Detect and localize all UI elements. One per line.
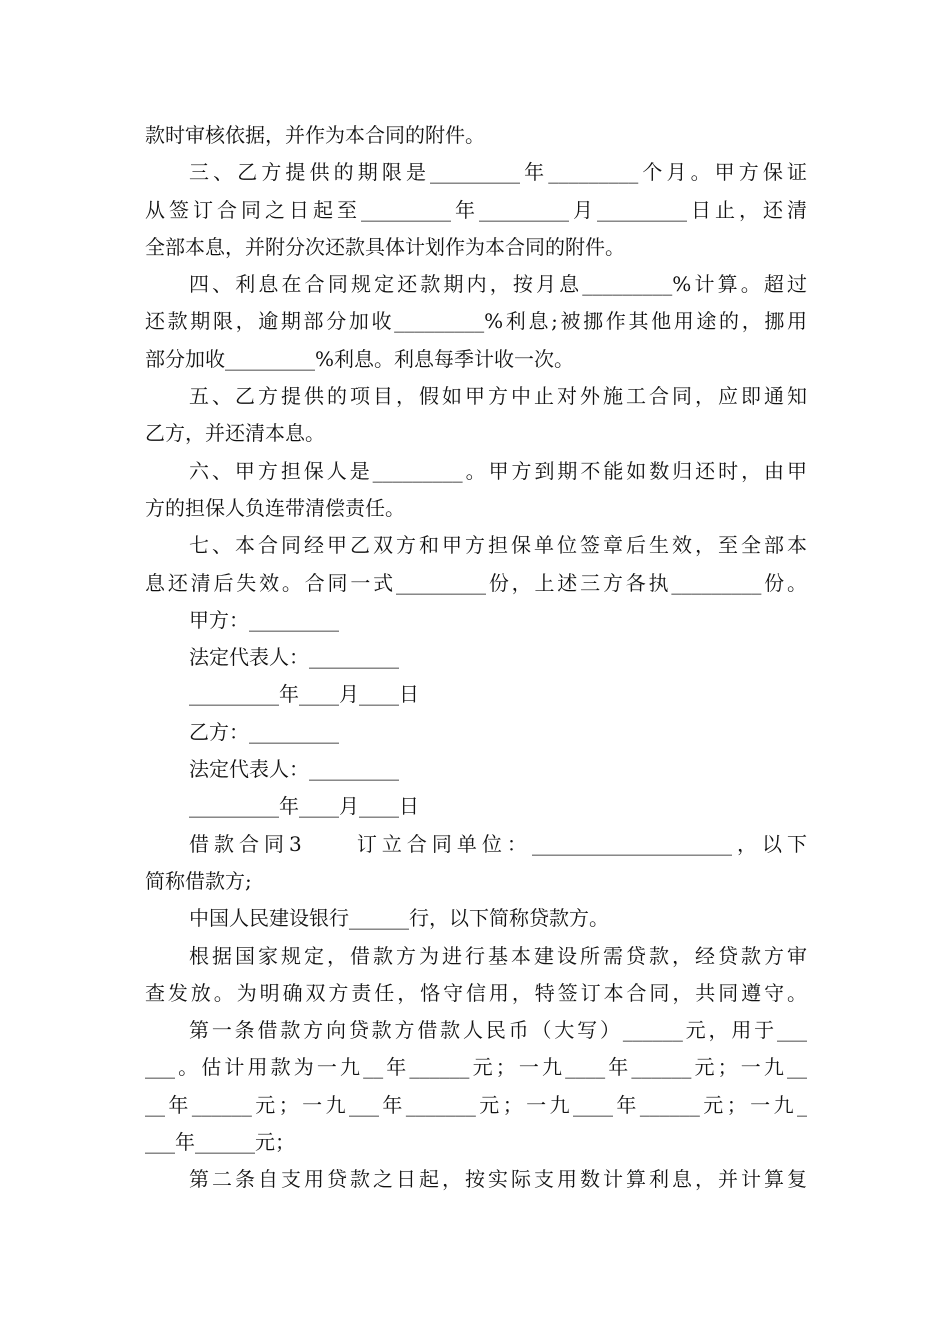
party-b-line: 乙方：_________ bbox=[189, 719, 339, 744]
party-a-representative-line: 法定代表人：_________ bbox=[189, 645, 399, 670]
text-line: 全部本息，并附分次还款具体计划作为本合同的附件。 bbox=[145, 234, 625, 259]
text-line: 六、甲方担保人是_________。甲方到期不能如数归还时，由甲 bbox=[189, 458, 807, 483]
text-line: 款时审核依据，并作为本合同的附件。 bbox=[145, 123, 485, 147]
party-b-representative-line: 法定代表人：_________ bbox=[189, 757, 399, 782]
text-line: 第一条借款方向贷款方借款人民币（大写）______元，用于___ bbox=[189, 1018, 807, 1043]
contract-3-heading-line: 借款合同3 订立合同单位：____________________，以下 bbox=[189, 831, 807, 856]
text-line: 息还清后失效。合同一式_________份，上述三方各执_________份。 bbox=[145, 570, 807, 595]
text-line: 查发放。为明确双方责任，恪守信用，特签订本合同，共同遵守。 bbox=[145, 980, 807, 1005]
text-line: 乙方，并还清本息。 bbox=[145, 421, 325, 446]
text-line: 方的担保人负连带清偿责任。 bbox=[145, 495, 405, 520]
text-line: 部分加收_________%利息。利息每季计收一次。 bbox=[145, 346, 575, 371]
text-line: 中国人民建设银行______行，以下简称贷款方。 bbox=[189, 906, 609, 931]
text-line: 五、乙方提供的项目，假如甲方中止对外施工合同，应即通知 bbox=[189, 384, 807, 409]
text-line: 从签订合同之日起至_________年_________月_________日止，还清 bbox=[145, 197, 807, 222]
party-a-date-line: _________年____月____日 bbox=[189, 682, 419, 707]
text-line: 根据国家规定，借款方为进行基本建设所需贷款，经贷款方审 bbox=[189, 943, 807, 968]
text-line: 四、利息在合同规定还款期内，按月息_________%计算。超过 bbox=[189, 272, 807, 297]
text-line: 简称借款方; bbox=[145, 868, 252, 893]
text-line: __年______元；一九___年_______元；一九____年______元；一九_ bbox=[145, 1092, 807, 1117]
text-line: 三、乙方提供的期限是_________年_________个月。甲方保证 bbox=[189, 160, 807, 185]
text-line: 七、本合同经甲乙双方和甲方担保单位签章后生效，至全部本 bbox=[189, 533, 807, 558]
party-a-line: 甲方：_________ bbox=[189, 607, 339, 632]
text-line: 第二条自支用贷款之日起，按实际支用数计算利息，并计算复 bbox=[189, 1167, 807, 1192]
party-b-date-line: _________年____月____日 bbox=[189, 794, 419, 819]
text-line: 还款期限，逾期部分加收_________%利息;被挪作其他用途的，挪用 bbox=[145, 309, 807, 334]
text-line: ___。估计用款为一九__年______元；一九____年______元；一九__ bbox=[145, 1055, 807, 1080]
text-line: ___年______元； bbox=[145, 1130, 295, 1155]
contract-body bbox=[145, 117, 807, 1199]
